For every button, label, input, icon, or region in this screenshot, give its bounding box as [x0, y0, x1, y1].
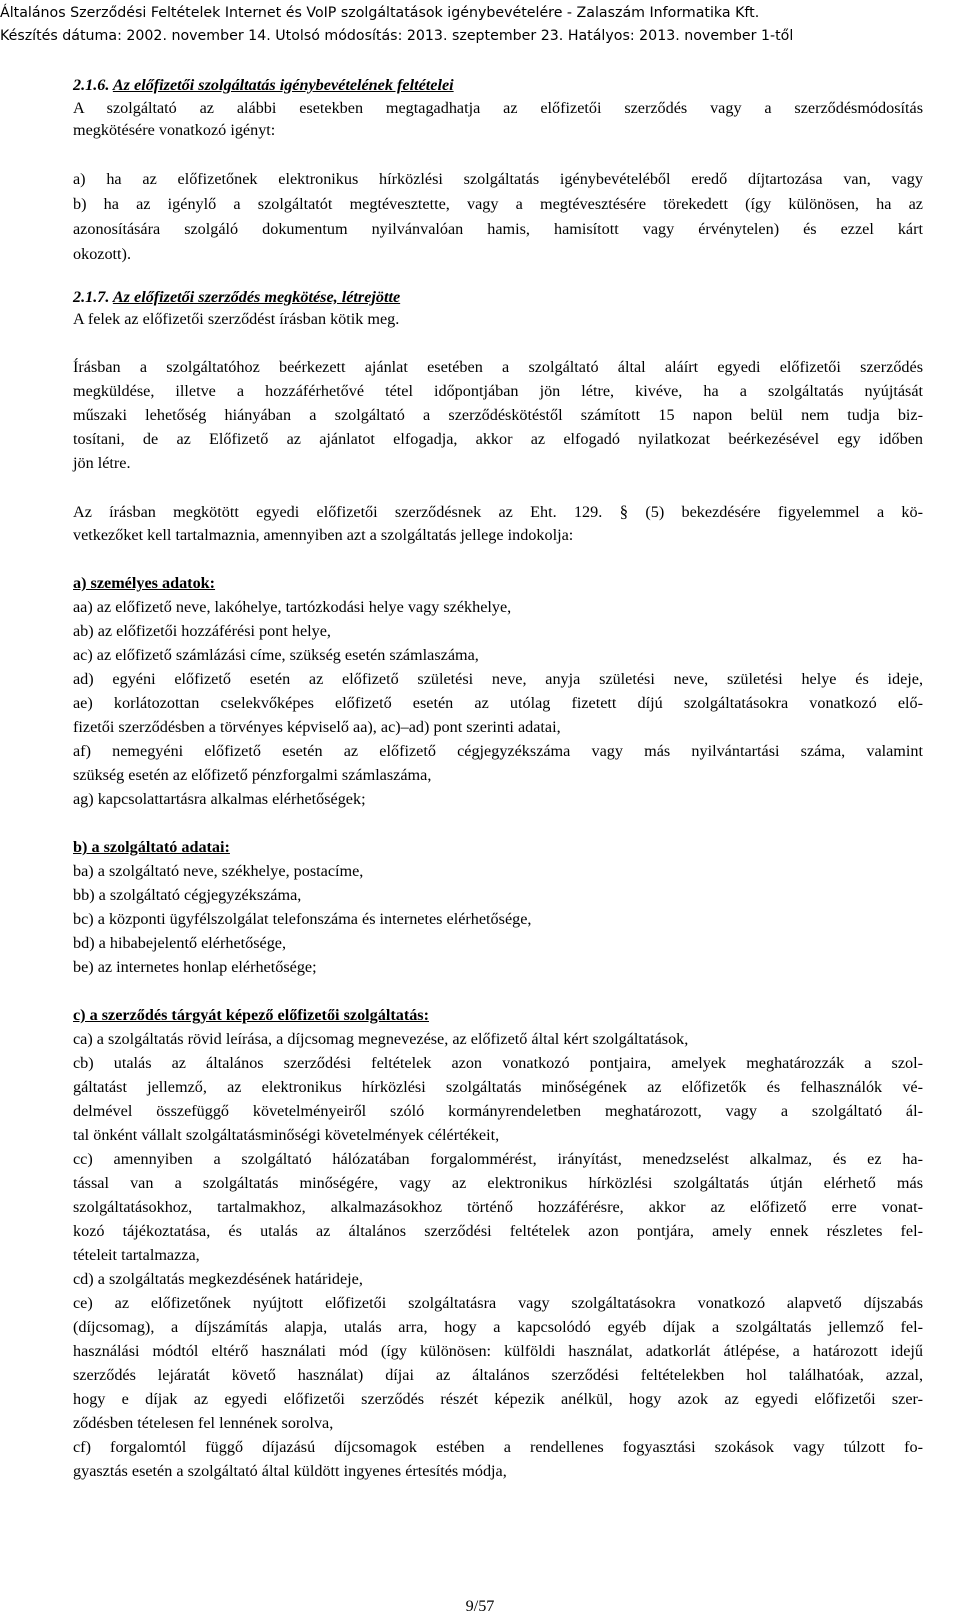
- list-item: cc) amennyiben a szolgáltató hálózatában forgalommérést, irányítást, menedzselést alkalmaz, és ez ha-: [73, 1150, 923, 1168]
- list-item: (díjcsomag), a díjszámítás alapja, utalás arra, hogy a kapcsolódó egyéb díjak a szolgáltatás jellemző fel-: [73, 1318, 923, 1336]
- paragraph-line: megkötésére vonatkozó igényt:: [73, 121, 276, 139]
- header-title: Általános Szerződési Feltételek Internet és VoIP szolgáltatások igénybevételére - Zalaszám Informatika Kft.: [0, 5, 760, 21]
- page-header: [0, 2, 960, 48]
- list-item: ződésben tételesen fel lennének sorolva,: [73, 1414, 334, 1432]
- header-dates: Készítés dátuma: 2002. november 14. Utolsó módosítás: 2013. szeptember 23. Hatályos: 2013. november 1-től: [0, 28, 794, 44]
- group-a-heading: a) személyes adatok:: [73, 574, 216, 592]
- list-item: ac) az előfizető számlázási címe, szükség esetén számlaszáma,: [73, 646, 479, 664]
- text-span: Az írásban megkötött egyedi előfizetői szerződésnek az Eht. 129.: [73, 503, 603, 521]
- list-item: azonosítására szolgáló dokumentum nyilvánvalóan hamis, hamisított vagy érvénytelen) és ezzel kárt: [73, 220, 923, 238]
- list-item: cd) a szolgáltatás megkezdésének határideje,: [73, 1270, 363, 1288]
- list-item: bd) a hibabejelentő elérhetősége,: [73, 934, 287, 952]
- section-number: 2.1.6.: [73, 76, 110, 94]
- list-item: be) az internetes honlap elérhetősége;: [73, 958, 317, 976]
- list-item: gáltatást jellemző, az elektronikus hírközlési szolgáltatás minőségének az előfizetők és felhasználók vé-: [73, 1078, 923, 1096]
- paragraph-line: A felek az előfizetői szerződést írásban kötik meg.: [73, 310, 400, 328]
- paragraph-line: Írásban a szolgáltatóhoz beérkezett ajánlat esetében a szolgáltató által aláírt egyedi előfizetői szerződés: [73, 358, 923, 376]
- list-item: szolgáltatásokhoz, tartalmakhoz, alkalmazásokhoz történő hozzáférésre, akkor az előfizető erre vonat-: [73, 1198, 923, 1216]
- list-item: tal önként vállalt szolgáltatásminőségi követelmények célértékeit,: [73, 1126, 500, 1144]
- list-item: bc) a központi ügyfélszolgálat telefonszáma és internetes elérhetősége,: [73, 910, 532, 928]
- paragraph-line: tosítani, de az Előfizető az ajánlatot elfogadja, akkor az elfogadó nyilatkozat beérkezésével egy időben: [73, 430, 923, 448]
- list-item: a) ha az előfizetőnek elektronikus hírközlési szolgáltatás igénybevételéből eredő díjtartozása van, vagy: [73, 170, 923, 188]
- list-item: aa) az előfizető neve, lakóhelye, tartózkodási helye vagy székhelye,: [73, 598, 512, 616]
- section-title: Az előfizetői szerződés megkötése, létrejötte: [112, 288, 401, 306]
- paragraph-line: jön létre.: [73, 454, 131, 472]
- list-item: bb) a szolgáltató cégjegyzékszáma,: [73, 886, 302, 904]
- list-item: ag) kapcsolattartásra alkalmas elérhetőségek;: [73, 790, 366, 808]
- group-c-heading: c) a szerződés tárgyát képező előfizetői szolgáltatás:: [73, 1006, 429, 1024]
- list-item: szükség esetén az előfizető pénzforgalmi számlaszáma,: [73, 766, 432, 784]
- list-item: okozott).: [73, 245, 131, 263]
- list-item: ae) korlátozottan cselekvőképes előfizető esetén az utólag fizetett díjú szolgáltatásokra vonatkozó elő-: [73, 694, 923, 712]
- list-item: gyasztás esetén a szolgáltató által küldött ingyenes értesítés módja,: [73, 1462, 507, 1480]
- list-item: kozó tájékoztatása, és utalás az általános szerződési feltételek azon pontjára, amely ennek részletes fel-: [73, 1222, 923, 1240]
- list-item: af) nemegyéni előfizető esetén az előfizető cégjegyzékszáma vagy más nyilvántartási száma, valamint: [73, 742, 923, 760]
- list-item: tételeit tartalmazza,: [73, 1246, 200, 1264]
- list-item: ad) egyéni előfizető esetén az előfizető születési neve, anyja születési neve, születési helye és ideje,: [73, 670, 923, 688]
- list-item: ab) az előfizetői hozzáférési pont helye,: [73, 622, 331, 640]
- list-item: ca) a szolgáltatás rövid leírása, a díjcsomag megnevezése, az előfizető által kért szolgáltatások,: [73, 1030, 689, 1048]
- list-item: ba) a szolgáltató neve, székhelye, postacíme,: [73, 862, 364, 880]
- text-span: (5) bekezdésére figyelemmel a kö-: [645, 503, 924, 521]
- list-item: használási módtól eltérő használati mód (így különösen: külföldi használat, adatkorlát átlépése, a határozott idejű: [73, 1342, 923, 1360]
- list-item: fizetői szerződésben a törvényes képviselő aa), ac)–ad) pont szerinti adatai,: [73, 718, 561, 736]
- paragraph-line: A szolgáltató az alábbi esetekben megtagadhatja az előfizetői szerződés vagy a szerződésmódosítás: [73, 99, 923, 117]
- list-item: szerződés lejáratát követő használat) díjai az általános szerződési feltételekben hol találhatóak, azzal,: [73, 1366, 923, 1384]
- paragraph-line: vetkezőket kell tartalmaznia, amennyiben azt a szolgáltatás jellege indokolja:: [73, 526, 574, 544]
- list-item: cb) utalás az általános szerződési feltételek azon vonatkozó pontjaira, amelyek meghatározzák a szol-: [73, 1054, 923, 1072]
- section-title: Az előfizetői szolgáltatás igénybevételének feltételei: [112, 76, 454, 94]
- list-item: tással van a szolgáltatás minőségére, vagy az elektronikus hírközlési szolgáltatás útján elérhető más: [73, 1174, 923, 1192]
- paragraph-line: műszaki lehetőség hiányában a szolgáltató a szerződéskötéstől számított 15 napon belül nem tudja biz-: [73, 406, 923, 424]
- list-item: cf) forgalomtól függő díjazású díjcsomagok estében a rendellenes fogyasztási szokások vagy túlzott fo-: [73, 1438, 923, 1456]
- list-item: ce) az előfizetőnek nyújtott előfizetői szolgáltatásra vagy szolgáltatásokra vonatkozó alapvető díjszabás: [73, 1294, 923, 1312]
- paragraph-line: [73, 501, 923, 523]
- paragraph-line: megküldése, illetve a hozzáférhetővé tétel időpontjában jön létre, kivéve, ha a szolgáltatás nyújtását: [73, 382, 923, 400]
- list-item: delmével összefüggő követelményeiről szóló kormányrendeletben meghatározott, vagy a szolgáltató ál-: [73, 1102, 923, 1120]
- list-item: b) ha az igénylő a szolgáltatót megtévesztette, vagy a megtévesztésére törekedett (így különösen, ha az: [73, 195, 923, 213]
- page-number: 9/57: [465, 1597, 495, 1615]
- section-heading-2-1-6: [73, 75, 454, 96]
- section-heading-2-1-7: [73, 287, 400, 308]
- list-item: hogy e díjak az egyedi előfizetői szerződés részét képezik anélkül, hogy azok az egyedi előfizetői szer-: [73, 1390, 923, 1408]
- section-sign: §: [619, 502, 629, 521]
- group-b-heading: b) a szolgáltató adatai:: [73, 838, 230, 856]
- section-number: 2.1.7.: [73, 288, 110, 306]
